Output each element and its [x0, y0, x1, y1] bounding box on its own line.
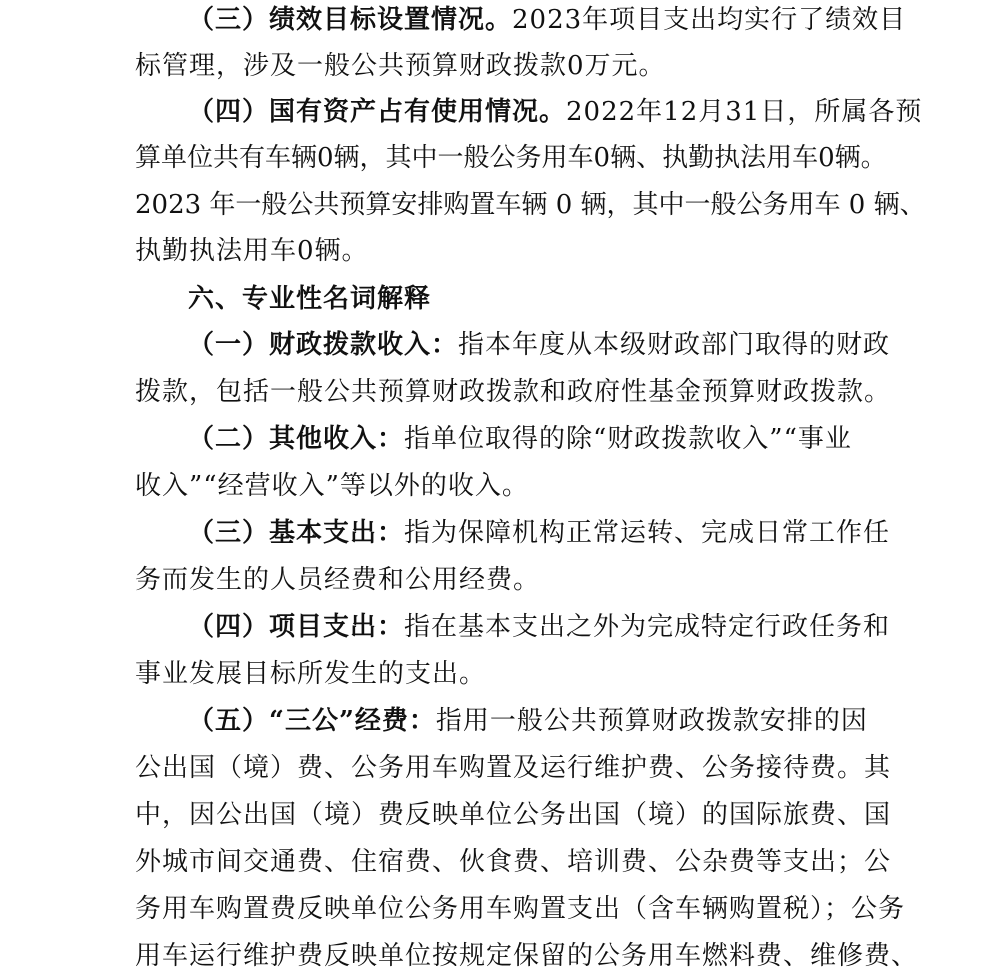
term-text: 收入”“经营收入”等以外的收入。 [135, 471, 529, 501]
term-lead: （五）“三公”经费： [188, 706, 436, 736]
term-text: 拨款，包括一般公共预算财政拨款和政府性基金预算财政拨款。 [135, 377, 892, 407]
term-three-public-line-3 [135, 795, 895, 835]
term-three-public-line-1 [188, 701, 948, 741]
para-text: 执勤执法用车0辆。 [135, 236, 369, 266]
para-performance-goals-line-1 [188, 0, 948, 40]
term-text: 中，因公出国（境）费反映单位公务出国（境）的国际旅费、国 [135, 800, 892, 830]
term-text: 务用车购置费反映单位公务用车购置支出（含车辆购置税）；公务 [135, 894, 906, 924]
section-heading-terms [188, 279, 948, 319]
term-text: 指在基本支出之外为完成特定行政任务和 [404, 612, 891, 642]
term-text: 用车运行维护费反映单位按规定保留的公务用车燃料费、维修费、 [135, 941, 919, 971]
para-assets-line-4 [135, 231, 895, 271]
term-text: 指用一般公共预算财政拨款安排的因 [435, 706, 868, 736]
term-lead: （二）其他收入： [188, 424, 405, 454]
section-heading-text: 六、专业性名词解释 [188, 284, 432, 314]
term-lead: （一）财政拨款收入： [188, 330, 459, 360]
term-project-expenditure-line-1 [188, 607, 948, 647]
para-text: 2023 年一般公共预算安排购置车辆 0 辆，其中一般公务用车 0 辆、 [135, 190, 926, 220]
term-three-public-line-2 [135, 748, 895, 788]
term-text: 指单位取得的除“财政拨款收入”“事业 [404, 424, 852, 454]
term-text: 指为保障机构正常运转、完成日常工作任 [404, 518, 891, 548]
para-text: 算单位共有车辆0辆，其中一般公务用车0辆、执勤执法用车0辆。 [135, 143, 887, 173]
term-three-public-line-6 [135, 936, 919, 976]
para-lead: （三）绩效目标设置情况。 [188, 5, 513, 35]
term-three-public-line-5 [135, 889, 906, 929]
term-text: 指本年度从本级财政部门取得的财政 [458, 330, 891, 360]
term-text: 外城市间交通费、住宿费、伙食费、培训费、公杂费等支出；公 [135, 847, 892, 877]
term-fiscal-appropriation-line-2 [135, 372, 895, 412]
term-fiscal-appropriation-line-1 [188, 325, 948, 365]
term-three-public-line-4 [135, 842, 895, 882]
term-lead: （三）基本支出： [188, 518, 405, 548]
para-lead: （四）国有资产占有使用情况。 [188, 97, 567, 127]
para-assets-line-1 [188, 92, 948, 132]
term-basic-expenditure-line-2 [135, 560, 895, 600]
term-text: 务而发生的人员经费和公用经费。 [135, 565, 541, 595]
term-other-income-line-2 [135, 466, 895, 506]
para-text: 标管理，涉及一般公共预算财政拨款0万元。 [135, 51, 666, 81]
term-basic-expenditure-line-1 [188, 513, 948, 553]
para-performance-goals-line-2 [135, 46, 895, 86]
term-text: 公出国（境）费、公务用车购置及运行维护费、公务接待费。其 [135, 753, 892, 783]
para-text: 2023年项目支出均实行了绩效目 [512, 5, 907, 35]
para-text: 2022年12月31日，所属各预 [566, 97, 923, 127]
term-other-income-line-1 [188, 419, 948, 459]
term-lead: （四）项目支出： [188, 612, 405, 642]
para-assets-line-2 [135, 138, 895, 178]
para-assets-line-3 [135, 185, 926, 225]
term-text: 事业发展目标所发生的支出。 [135, 659, 487, 689]
term-project-expenditure-line-2 [135, 654, 895, 694]
